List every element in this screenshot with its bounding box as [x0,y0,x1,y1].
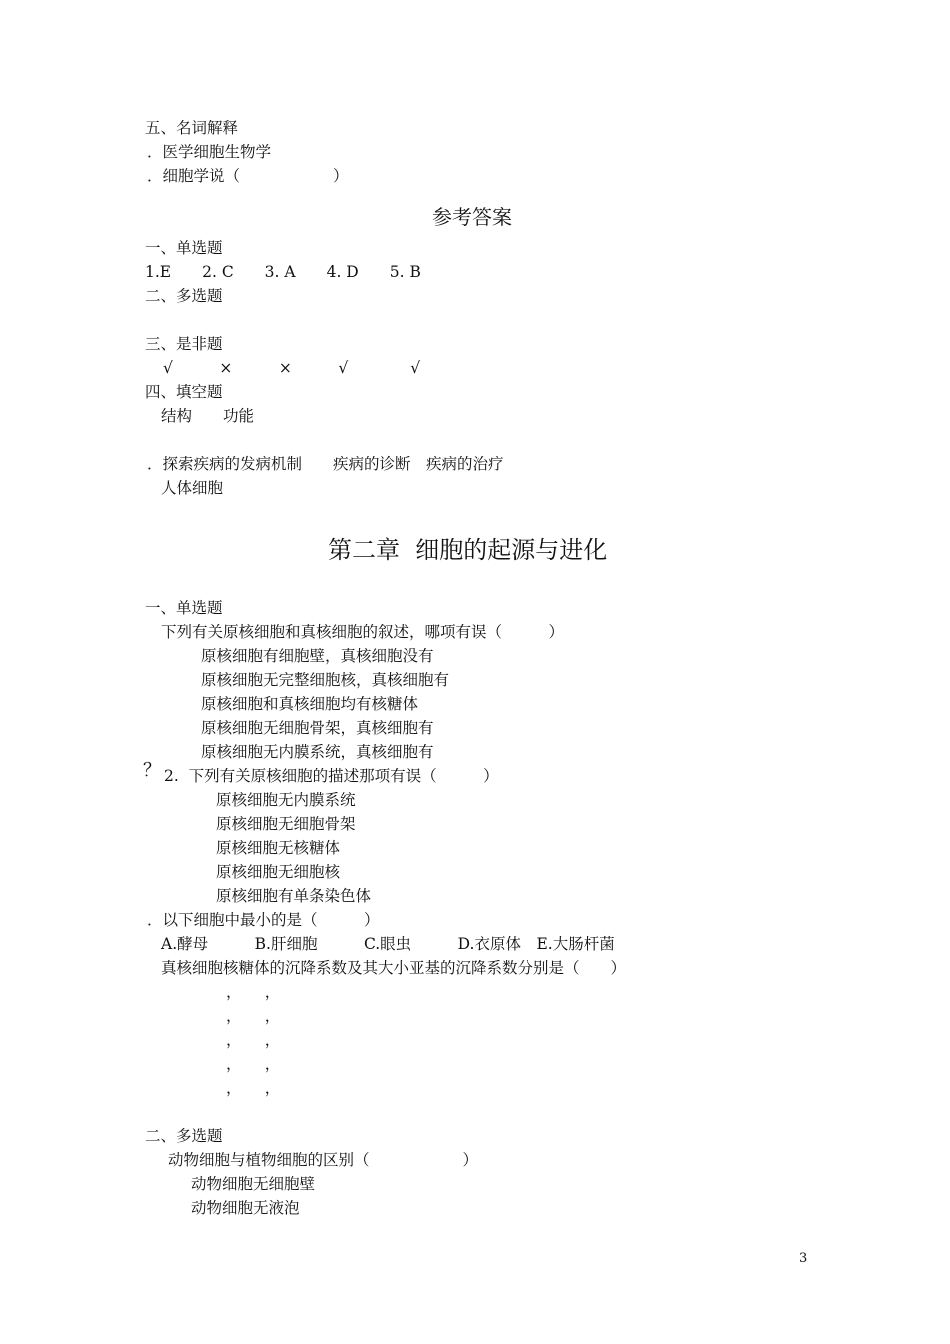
answer-line: 1.E 2. C 3. A 4. D 5. B [145,263,421,281]
page-number: 3 [799,1251,808,1266]
chapter-title: 第二章 细胞的起源与进化 [328,536,608,564]
answer-heading: 一、单选题 [145,239,223,257]
answer-line: ．探索疾病的发病机制 疾病的诊断 疾病的治疗 [147,455,504,473]
question-option: 原核细胞无细胞骨架 [216,815,356,833]
question-stem: 下列有关原核细胞和真核细胞的叙述，哪项有误（ ） [161,623,565,641]
question-stem: 真核细胞核糖体的沉降系数及其大小亚基的沉降系数分别是（ ） [161,959,627,977]
question-option: 动物细胞无液泡 [191,1199,300,1217]
question-option: 原核细胞和真核细胞均有核糖体 [201,695,419,713]
question-option: ， ， [226,1055,281,1073]
question-option: ， ， [226,983,281,1001]
question-option: 原核细胞无完整细胞核，真核细胞有 [201,671,450,689]
answer-line: 结构 功能 [161,407,255,425]
question-option: ， ， [226,1079,281,1097]
term-item: ．细胞学说（ ） [147,167,349,185]
answer-heading: 三、是非题 [145,335,223,353]
question-marker: ？ [143,760,161,781]
answer-heading: 四、填空题 [145,383,223,401]
question-stem: 2. 下列有关原核细胞的描述那项有误（ ） [164,767,499,785]
section-heading: 一、单选题 [145,599,223,617]
question-option: 原核细胞有细胞壁，真核细胞没有 [201,647,434,665]
question-option: 原核细胞无细胞骨架，真核细胞有 [201,719,434,737]
question-option: 原核细胞无核糖体 [216,839,341,857]
term-item: ．医学细胞生物学 [147,143,272,161]
question-option: 原核细胞无内膜系统，真核细胞有 [201,743,434,761]
question-stem: 动物细胞与植物细胞的区别（ ） [168,1151,479,1169]
question-option: 原核细胞无内膜系统 [216,791,356,809]
question-option: 原核细胞有单条染色体 [216,887,372,905]
question-option: 原核细胞无细胞核 [216,863,341,881]
answers-title: 参考答案 [432,205,512,229]
question-option: ， ， [226,1007,281,1025]
answer-line: √ × × √ √ [163,359,421,377]
answer-line: 人体细胞 [161,479,224,497]
question-option: 动物细胞无细胞壁 [191,1175,316,1193]
section-heading: 二、多选题 [145,1127,223,1145]
answer-heading: 二、多选题 [145,287,223,305]
question-stem: ．以下细胞中最小的是（ ） [147,911,380,929]
question-options: A.酵母 B.肝细胞 C.眼虫 D.衣原体 E.大肠杆菌 [161,935,615,953]
section-heading: 五、名词解释 [145,119,239,137]
question-option: ， ， [226,1031,281,1049]
